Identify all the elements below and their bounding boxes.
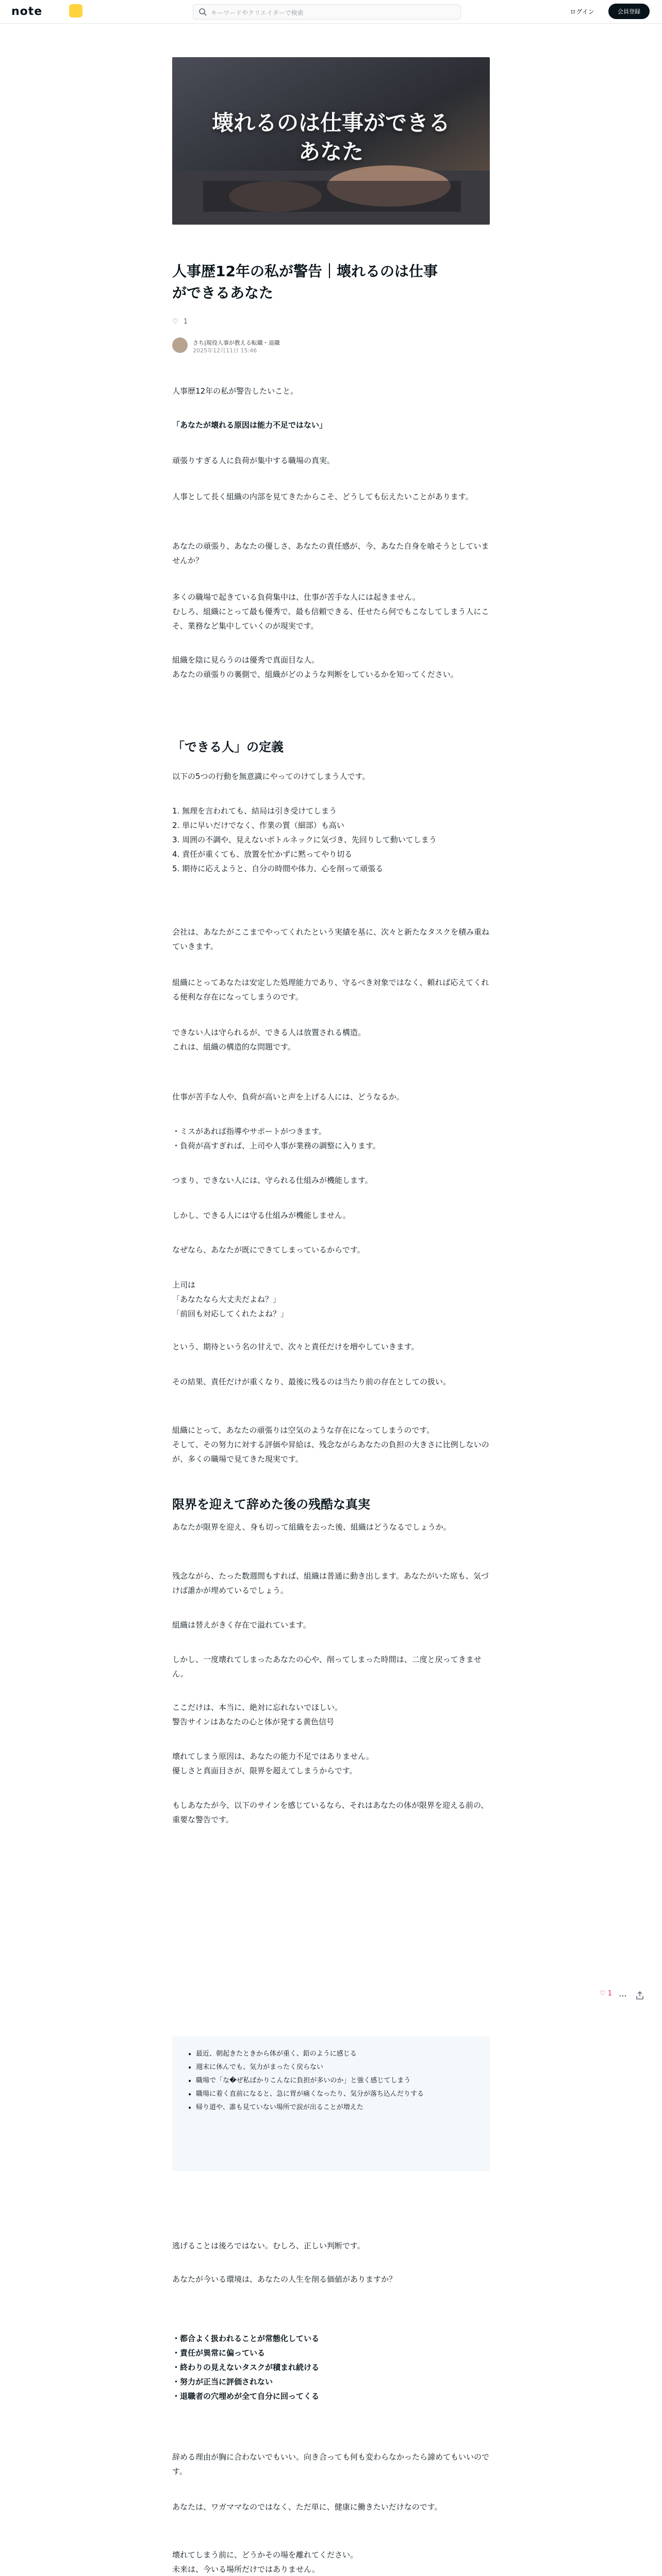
paragraph: ここだけは、本当に、絶対に忘れないでほしい。: [172, 1703, 343, 1712]
list-item: ・終わりの見えないタスクが積まれ続ける: [172, 2363, 320, 2372]
hero-image: [172, 57, 490, 225]
paragraph: 頑張りすぎる人に負荷が集中する職場の真実。: [172, 456, 335, 465]
paragraph: そして、その努力に対する評価や昇給は、残念ながらあなたの負担の大きさに比例しないのが、多くの職場で見てきた現実です。: [172, 1440, 489, 1464]
numbered-list: [172, 804, 490, 876]
section-heading: 「できる人」の定義: [172, 740, 284, 754]
floating-like[interactable]: [600, 1990, 612, 1997]
section-heading: 限界を迎えて辞めた後の残酷な真実: [172, 1497, 370, 1512]
list-item: • 職場で「な�ぜ私ばかりこんなに負担が多いのか」と強く感じてしまう: [196, 2074, 474, 2088]
list-item: ・退職者の穴埋めが全て自分に回ってくる: [172, 2392, 320, 2401]
paragraph: 会社は、あなたがここまでやってくれたという実績を基に、次々と新たなタスクを積み重ねていきます。: [172, 927, 490, 951]
search-icon: [198, 8, 207, 16]
paragraph: つまり、できない人には、守られる仕組みが機能します。: [172, 1176, 373, 1185]
article-title: [172, 261, 490, 304]
paragraph: 壊れてしまう原因は、あなたの能力不足ではありません。: [172, 1752, 374, 1761]
paragraph: 「前回も対応してくれたよね？」: [172, 1309, 289, 1318]
signup-button[interactable]: 会員登録: [608, 4, 650, 19]
hero-title: [172, 109, 490, 166]
paragraph: 人事歴12年の私が警告したいこと。: [172, 386, 299, 396]
paragraph: 辞める理由が胸に合わないでもいい。向き合っても何も変わらなかったら諦めてもいいのです。: [172, 2452, 490, 2476]
paragraph: もしあなたが今、以下のサインを感じているなら、それはあなたの体が限界を迎える前の、重要な警告です。: [172, 1801, 489, 1824]
top-navigation-bar: [0, 0, 662, 24]
paragraph: しかし、できる人には守る仕組みが機能しません。: [172, 1211, 351, 1220]
paragraph: 組織を陰に見らうのは優秀で真面目な人。: [172, 655, 320, 665]
list-item: 5. 期待に応えようと、自分の時間や体力、心を削って頑張る: [172, 864, 384, 873]
paragraph: しかし、一度壊れてしまったあなたの心や、削ってしまった時間は、二度と戻ってきません。: [172, 1655, 482, 1679]
title-line2: ができるあなた: [172, 284, 274, 301]
bold-bullet-list: [172, 2331, 490, 2403]
list-item: • 職場に着く直前になると、急に胃が痛くなったり、気分が落ち込んだりする: [196, 2088, 474, 2101]
like-count: 1: [183, 318, 188, 326]
paragraph: 仕事が苦手な人や、負荷が高いと声を上げる人には、どうなるか。: [172, 1092, 404, 1101]
paragraph: 人事として長く組織の内部を見てきたからこそ、どうしても伝えたいことがあります。: [172, 492, 473, 501]
heart-icon: ♡: [172, 318, 178, 326]
paragraph: 以下の5つの行動を無意識にやってのけてしまう人です。: [172, 772, 370, 781]
list-item: ・努力が正当に評価されない: [172, 2377, 273, 2386]
search-placeholder: キーワードやクリエイターで検索: [211, 9, 304, 16]
logo-badge-icon: [69, 4, 82, 18]
author-name[interactable]: さち|現役人事が教える転職・退職: [193, 340, 280, 346]
like-summary[interactable]: [172, 318, 188, 326]
paragraph: あなたの頑張り、あなたの優しさ、あなたの責任感が、今、あなた自身を喰そうとしていませんか？: [172, 541, 489, 565]
paragraph: 多くの職場で起きている負荷集中は、仕事が苦手な人には起きません。: [172, 592, 420, 602]
paragraph: という、期待という名の甘えで、次々と責任だけを増やしていきます。: [172, 1342, 419, 1351]
paragraph: 警告サインはあなたの心と体が発する黄色信号: [172, 1717, 334, 1726]
paragraph: 「あなたが壊れる原因は能力不足ではない」: [172, 420, 327, 430]
publish-date: 2025年12月11日 15:46: [193, 347, 257, 354]
list-item: 3. 周囲の不調や、見えないボトルネックに気づき、先回りして動いてしまう: [172, 835, 437, 844]
list-item: 2. 単に早いだけでなく、作業の質（細部）も高い: [172, 821, 344, 830]
paragraph: 未来は、今いる場所だけではありません。: [172, 2565, 320, 2574]
list-item: • 週末に休んでも、気力がまったく戻らない: [196, 2061, 474, 2074]
paragraph: これは、組織の構造的な問題です。: [172, 1042, 295, 1052]
heart-icon: ♡: [600, 1990, 606, 1997]
paragraph: その結果、責任だけが重くなり、最後に残るのは当たり前の存在としての扱い。: [172, 1377, 451, 1386]
like-count: 1: [607, 1990, 613, 1997]
title-line1: 人事歴12年の私が警告｜壊れるのは仕事: [172, 263, 438, 280]
paragraph: あなたが今いる環境は、あなたの人生を削る価値がありますか？: [172, 2275, 397, 2284]
hero-title-line2: あなた: [298, 139, 363, 164]
paragraph: あなたは、ワガママなのではなく、ただ単に、健康に働きたいだけなのです。: [172, 2502, 442, 2512]
list-item: ・都合よく扱われることが常態化している: [172, 2334, 320, 2343]
paragraph: 組織にとってあなたは安定した処理能力であり、守るべき対象ではなく、頼れば応えてくれる便利な存在になってしまうのです。: [172, 978, 489, 1002]
more-icon[interactable]: ⋯: [619, 1991, 627, 2001]
list-item: 4. 責任が重くても、放置を忙かずに黙ってやり切る: [172, 850, 353, 859]
paragraph: 上司は: [172, 1280, 196, 1290]
list-item: 1. 無理を言われても、結局は引き受けてしまう: [172, 806, 337, 816]
login-button[interactable]: ログイン: [562, 4, 602, 19]
share-icon[interactable]: [635, 1991, 644, 2000]
search-box[interactable]: [193, 4, 461, 20]
paragraph: ・負荷が高すぎれば、上司や人事が業務の調整に入ります。: [172, 1141, 380, 1150]
warning-sign-box: [172, 2036, 490, 2171]
paragraph: むしろ、組織にとって最も優秀で、最も信頼できる、任せたら何でもこなしてしまう人にこそ、業務など集中していくのが現実です。: [172, 607, 489, 631]
avatar[interactable]: [172, 337, 188, 353]
list-item: • 帰り道や、誰も見ていない場所で涙が出ることが増えた: [196, 2101, 474, 2114]
paragraph: ・ミスがあれば指導やサポートがつきます。: [172, 1127, 326, 1136]
paragraph: あなたの頑張りの裏側で、組織がどのような判断をしているかを知ってください。: [172, 670, 458, 679]
paragraph: 壊れてしまう前に、どうかその場を離れてください。: [172, 2550, 358, 2560]
list-item: ・責任が異常に偏っている: [172, 2348, 266, 2358]
note-logo[interactable]: note: [11, 5, 43, 18]
paragraph: 組織にとって、あなたの頑張りは空気のような存在になってしまうのです。: [172, 1426, 435, 1435]
paragraph: 優しさと真面目さが、限界を超えてしまうからです。: [172, 1766, 357, 1775]
hero-title-line1: 壊れるのは仕事ができる: [211, 110, 450, 135]
list-item: • 最近、朝起きたときから体が重く、鉛のように感じる: [196, 2047, 474, 2061]
paragraph: 残念ながら、たった数週間もすれば、組織は普通に動き出します。あなたがいた席も、気づけば誰かが埋めているでしょう。: [172, 1571, 489, 1595]
paragraph: なぜなら、あなたが既にできてしまっているからです。: [172, 1245, 365, 1255]
paragraph: 組織は替えがきく存在で溢れています。: [172, 1620, 311, 1630]
paragraph: 逃げることは後ろではない。むしろ、正しい判断です。: [172, 2241, 365, 2250]
paragraph: できない人は守られるが、できる人は放置される構造。: [172, 1028, 366, 1037]
paragraph: あなたが限界を迎え、身も切って組織を去った後、組織はどうなるでしょうか。: [172, 1522, 451, 1532]
paragraph: 「あなたなら大丈夫だよね？」: [172, 1295, 281, 1304]
